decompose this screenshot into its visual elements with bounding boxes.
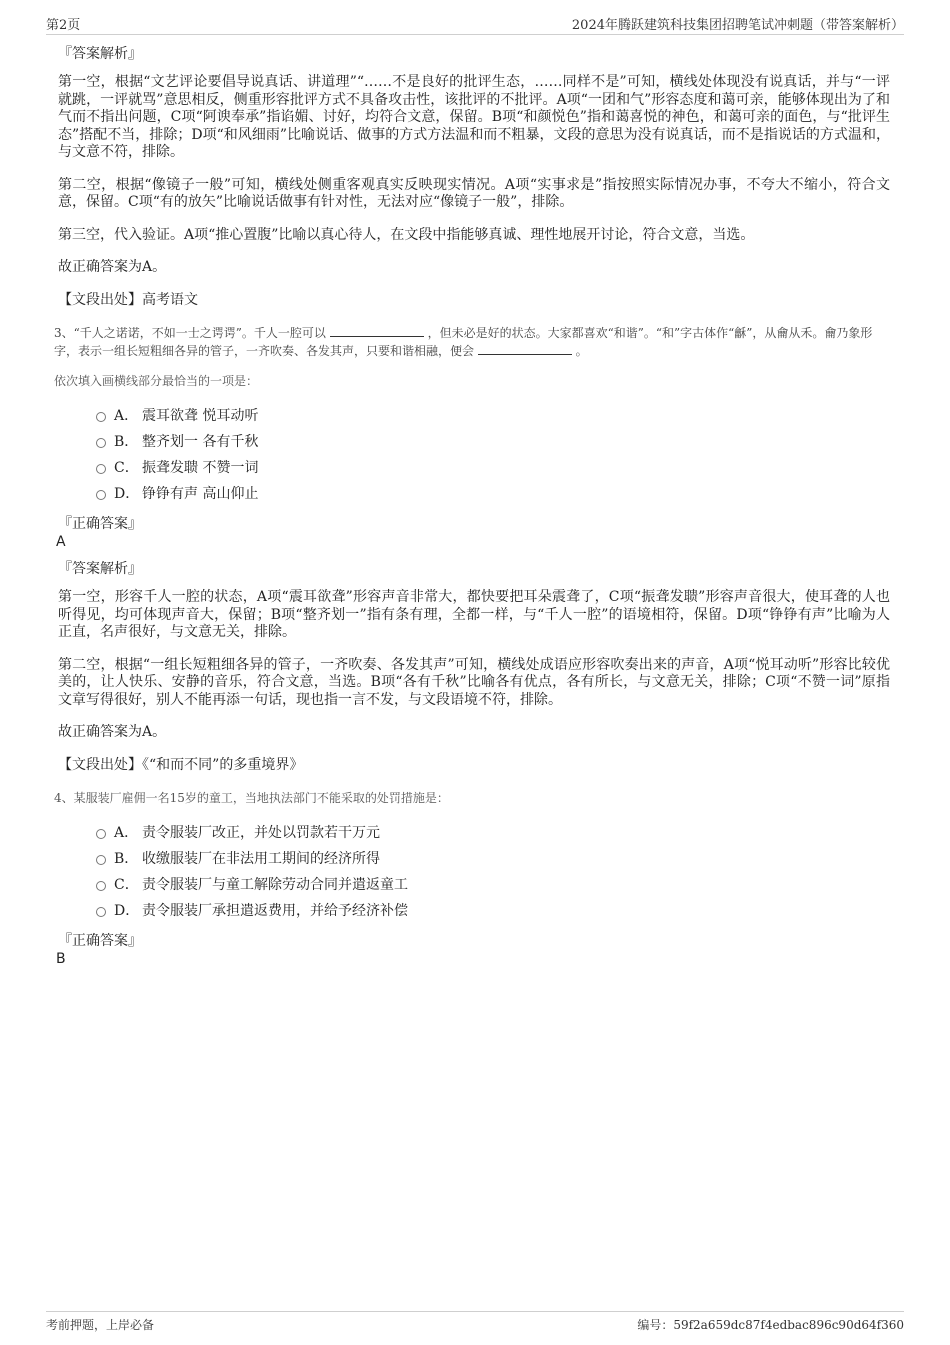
q3-option-a[interactable]: A． 震耳欲聋 悦耳动听: [96, 403, 890, 429]
q2-analysis-p2: 第二空，根据“像镜子一般”可知，横线处侧重客观真实反映现实情况。A项“实事求是”指按照实际情况办事，不夸大不缩小，符合文意，保留。C项“有的放矢”比喻说话做事有针对性，无法对应“像镜子一般”，排除。: [58, 176, 890, 210]
q2-analysis-p3: 第三空，代入验证。A项“推心置腹”比喻以真心待人，在文段中指能够真诚、理性地展开讨论，符合文意，当选。: [58, 226, 755, 243]
radio-icon[interactable]: [96, 464, 106, 474]
q3-stem: [54, 324, 890, 360]
footer-slogan: 考前押题，上岸必备: [46, 1318, 155, 1332]
page-footer: [46, 1311, 904, 1334]
footer-doc-id: 编号：59f2a659dc87f4edbac896c90d64f360: [637, 1318, 904, 1332]
q3-option-d[interactable]: D． 铮铮有声 高山仰止: [96, 481, 890, 507]
q3-source: 【文段出处】《“和而不同”的多重境界》: [58, 756, 304, 773]
q4-options: [96, 820, 890, 924]
radio-icon[interactable]: [96, 881, 106, 891]
document-title: 2024年腾跃建筑科技集团招聘笔试冲刺题（带答案解析）: [571, 18, 904, 33]
q3-analysis-tag: 『答案解析』: [58, 561, 142, 577]
radio-icon[interactable]: [96, 829, 106, 839]
page-header: [46, 14, 904, 35]
q4-answer: B: [56, 951, 66, 967]
document-body: [54, 44, 890, 976]
q3-answer-tag: 『正确答案』: [58, 516, 142, 532]
q3-analysis-p1: 第一空，形容千人一腔的状态，A项“震耳欲聋”形容声音非常大，都快要把耳朵震聋了，C项“振聋发聩”形容声音很大，使耳聋的人也听得见，均可体现声音大，保留；B项“整齐划一”指有条有理，全都一样，与“千人一腔”的语境相符，保留。D项“铮铮有声”比喻为人正直，名声很好，与文意无关，排除。: [58, 589, 890, 640]
radio-icon[interactable]: [96, 855, 106, 865]
q3-options: [96, 403, 890, 507]
q2-source: 【文段出处】高考语文: [58, 291, 198, 308]
q3-stem-a: 3、“千人之诺诺，不如一士之谔谔”。千人一腔可以: [54, 326, 326, 340]
q3-stem-c: 。: [575, 344, 588, 358]
q3-conclusion: 故正确答案为A。: [58, 724, 167, 740]
page-number: 第2页: [46, 18, 81, 33]
q3-analysis-p2: 第二空，根据“一组长短粗细各异的管子，一齐吹奏、各发其声”可知，横线处成语应形容吹奏出来的声音，A项“悦耳动听”形容比较优美的，让人快乐、安静的音乐，符合文意，当选。B项“各有千秋”比喻各有优点，各有所长，与文意无关，排除；C项“不赞一词”原指文章写得很好，别人不能再添一句话，现也指一言不发，与文段语境不符，排除。: [58, 656, 890, 708]
q3-option-c[interactable]: C． 振聋发聩 不赞一词: [96, 455, 890, 481]
q4-answer-tag: 『正确答案』: [58, 933, 142, 949]
q3-hint: 依次填入画横线部分最恰当的一项是：: [54, 374, 259, 388]
radio-icon[interactable]: [96, 490, 106, 500]
q3-stem-b: ，但未必是好的状态。大家都喜欢“和谐”。“和”字古体作“龢”，从龠从禾。龠乃象形字，表示一组长短粗细各异的管子，一齐吹奏、各发其声，只要和谐相融，便会: [54, 326, 873, 358]
q2-analysis-tag: 『答案解析』: [58, 46, 142, 62]
q4-option-d[interactable]: D． 责令服装厂承担遣返费用，并给予经济补偿: [96, 898, 890, 924]
q3-answer: A: [56, 534, 66, 550]
q4-option-a[interactable]: A． 责令服装厂改正，并处以罚款若干万元: [96, 820, 890, 846]
q3-blank-1: [330, 324, 424, 337]
radio-icon[interactable]: [96, 438, 106, 448]
q3-option-b[interactable]: B． 整齐划一 各有千秋: [96, 429, 890, 455]
q2-analysis-p1: 第一空，根据“文艺评论要倡导说真话、讲道理”“……不是良好的批评生态，……同样不是”可知，横线处体现没有说真话，并与“一评就跳，一评就骂”意思相反，侧重形容批评方式不具备攻击性，该批评的不批评。A项“一团和气”形容态度和蔼可亲，能够体现出为了和气而不指出问题，C项“阿谀奉承”指谄媚、讨好，均符合文意，保留。B项“和颜悦色”指和蔼喜悦的神色，和蔼可亲的面色，与“批评生态”搭配不当，排除；D项“和风细雨”比喻说话、做事的方式方法温和而不粗暴，文段的意思为没有说真话，而不是指说话的方式温和，与文意不符，排除。: [58, 74, 890, 160]
q3-blank-2: [478, 342, 572, 355]
radio-icon[interactable]: [96, 907, 106, 917]
q4-stem: 4、某服装厂雇佣一名15岁的童工，当地执法部门不能采取的处罚措施是：: [54, 791, 449, 805]
q2-conclusion: 故正确答案为A。: [58, 259, 167, 275]
q4-option-c[interactable]: C． 责令服装厂与童工解除劳动合同并遣返童工: [96, 872, 890, 898]
radio-icon[interactable]: [96, 412, 106, 422]
q4-option-b[interactable]: B． 收缴服装厂在非法用工期间的经济所得: [96, 846, 890, 872]
